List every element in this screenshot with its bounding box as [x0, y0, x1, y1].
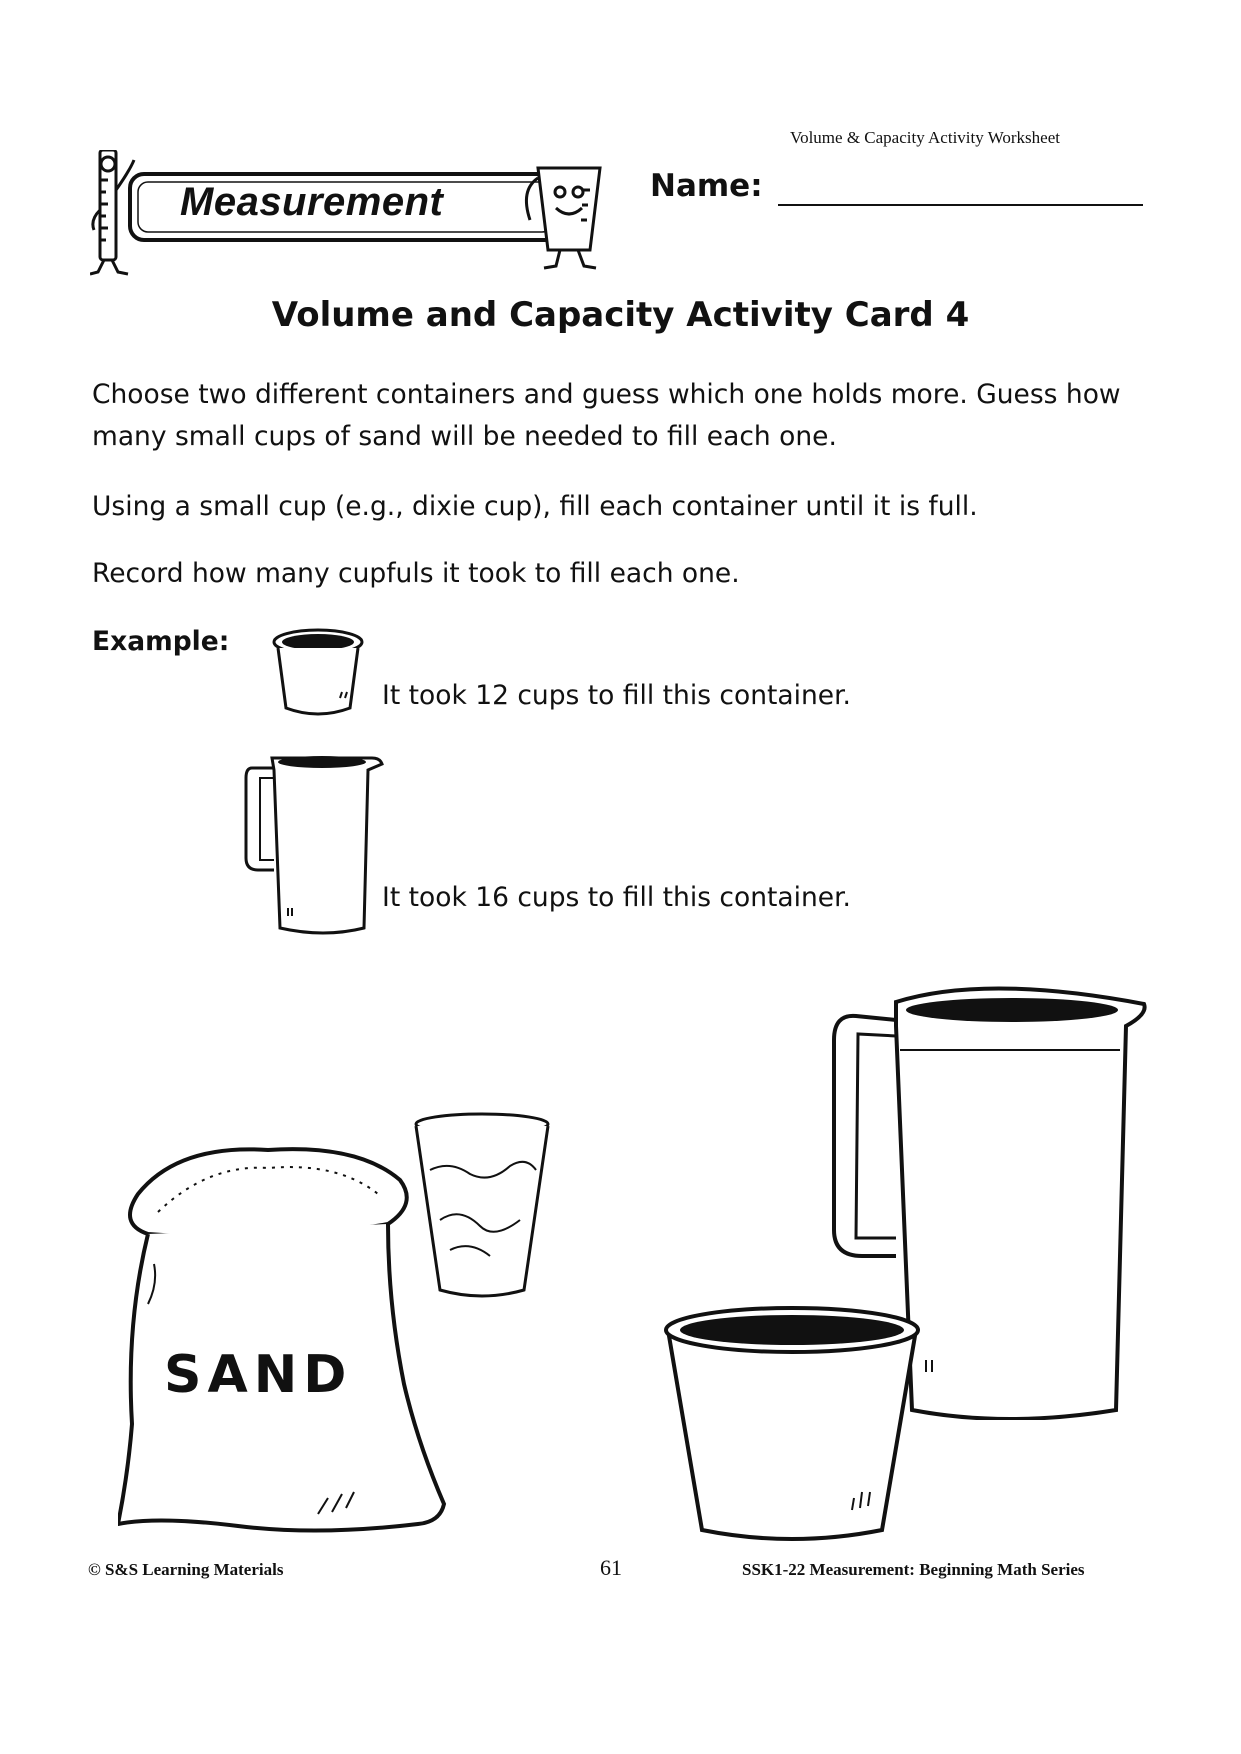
instruction-paragraph: Record how many cupfuls it took to fill each one.	[92, 558, 740, 589]
example-label: Example:	[92, 626, 230, 657]
sand-bag-label: SAND	[164, 1345, 353, 1405]
activity-card-title: Volume and Capacity Activity Card 4	[271, 295, 970, 335]
ruler-mascot-icon	[90, 150, 134, 274]
small-cup-icon	[270, 628, 370, 723]
pitcher-icon	[244, 748, 384, 938]
bucket-icon	[662, 1300, 922, 1550]
example-result-small-cup: It took 12 cups to fill this container.	[382, 680, 851, 711]
instruction-paragraph: Using a small cup (e.g., dixie cup), fill each container until it is full.	[92, 491, 978, 522]
instruction-paragraph: Choose two different containers and guess which one holds more. Guess how many small cups of sand will be needed to fill each one.	[92, 379, 1121, 452]
worksheet-label: Volume & Capacity Activity Worksheet	[790, 128, 1060, 147]
dixie-cup-icon	[410, 1110, 555, 1300]
footer-series: SSK1-22 Measurement: Beginning Math Series	[742, 1560, 1085, 1579]
name-label: Name:	[650, 168, 763, 204]
page-number: 61	[600, 1555, 622, 1580]
sand-bag-icon	[118, 1144, 448, 1544]
banner-title: Measurement	[180, 180, 444, 224]
name-input-line[interactable]	[778, 204, 1143, 206]
example-result-pitcher: It took 16 cups to fill this container.	[382, 882, 851, 913]
footer-copyright: © S&S Learning Materials	[88, 1560, 284, 1579]
